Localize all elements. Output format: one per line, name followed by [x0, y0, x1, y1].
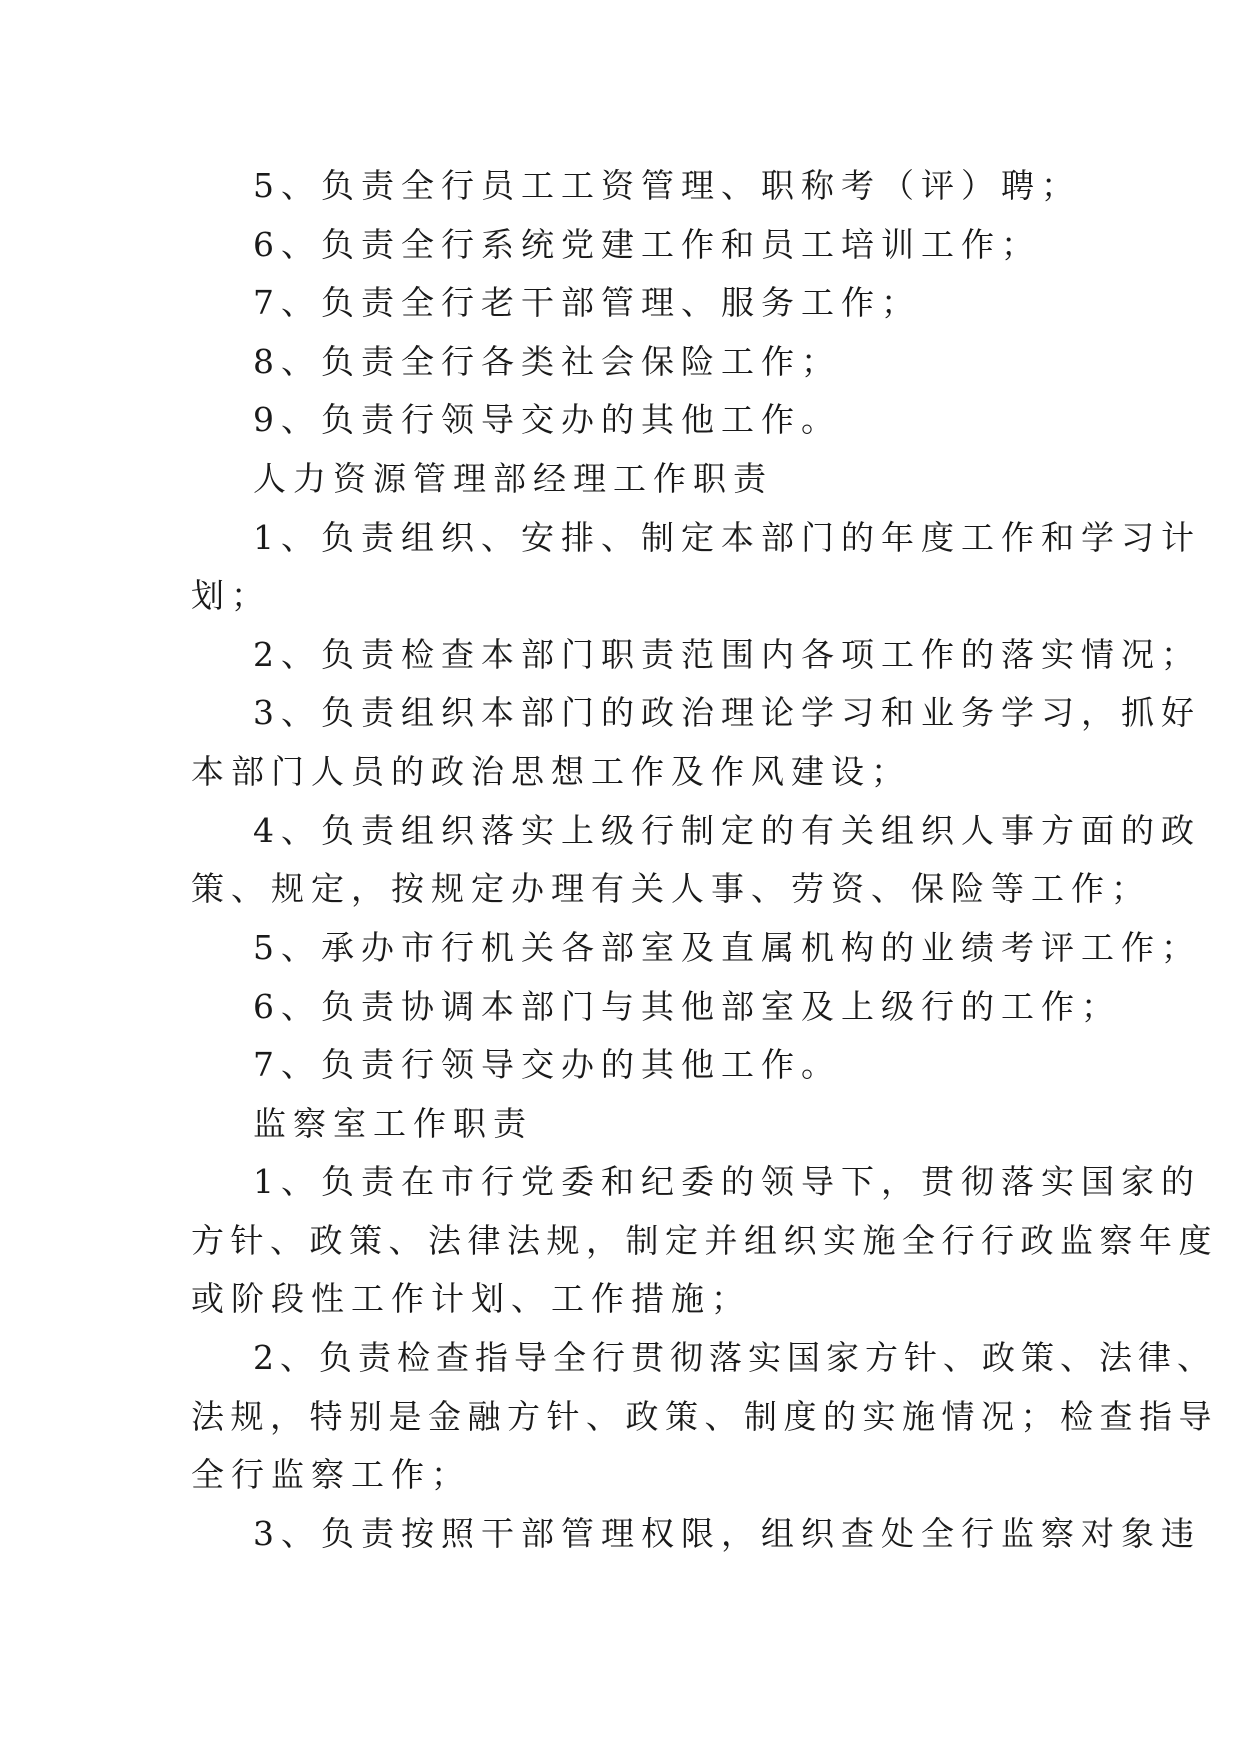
hr-manager-duty-4-cont: 策、规定，按规定办理有关人事、劳资、保险等工作； — [191, 869, 1151, 908]
duty-item-7-retired-cadres: 7、负责全行老干部管理、服务工作； — [253, 283, 921, 322]
supervision-duty-1-cont-a: 方针、政策、法律法规，制定并组织实施全行行政监察年度 — [191, 1221, 1218, 1260]
hr-manager-duty-6: 6、负责协调本部门与其他部室及上级行的工作； — [253, 987, 1121, 1026]
duty-item-5-salary: 5、负责全行员工工资管理、职称考（评）聘； — [253, 166, 1081, 205]
hr-manager-duty-3: 3、负责组织本部门的政治理论学习和业务学习，抓好 — [253, 693, 1201, 732]
duty-item-8-social-insurance: 8、负责全行各类社会保险工作； — [253, 342, 841, 381]
hr-manager-duty-7: 7、负责行领导交办的其他工作。 — [253, 1045, 841, 1084]
hr-manager-duty-4: 4、负责组织落实上级行制定的有关组织人事方面的政 — [253, 811, 1201, 850]
supervision-duty-2: 2、负责检查指导全行贯彻落实国家方针、政策、法律、 — [253, 1338, 1216, 1377]
duty-item-9-other: 9、负责行领导交办的其他工作。 — [253, 400, 841, 439]
supervision-duty-1-cont-b: 或阶段性工作计划、工作措施； — [191, 1279, 751, 1318]
duty-item-6-party-training: 6、负责全行系统党建工作和员工培训工作； — [253, 225, 1041, 264]
hr-manager-duty-3-cont: 本部门人员的政治思想工作及作风建设； — [191, 752, 911, 791]
supervision-duty-2-cont-b: 全行监察工作； — [191, 1455, 471, 1494]
hr-manager-duty-1: 1、负责组织、安排、制定本部门的年度工作和学习计 — [253, 518, 1201, 557]
section-heading-supervision: 监察室工作职责 — [253, 1104, 533, 1143]
hr-manager-duty-1-cont: 划； — [191, 576, 271, 615]
hr-manager-duty-5: 5、承办市行机关各部室及直属机构的业绩考评工作； — [253, 928, 1201, 967]
supervision-duty-3: 3、负责按照干部管理权限，组织查处全行监察对象违 — [253, 1514, 1201, 1553]
section-heading-hr-manager: 人力资源管理部经理工作职责 — [253, 459, 773, 498]
supervision-duty-2-cont-a: 法规，特别是金融方针、政策、制度的实施情况；检查指导 — [191, 1397, 1218, 1436]
supervision-duty-1: 1、负责在市行党委和纪委的领导下，贯彻落实国家的 — [253, 1162, 1201, 1201]
hr-manager-duty-2: 2、负责检查本部门职责范围内各项工作的落实情况； — [253, 635, 1201, 674]
